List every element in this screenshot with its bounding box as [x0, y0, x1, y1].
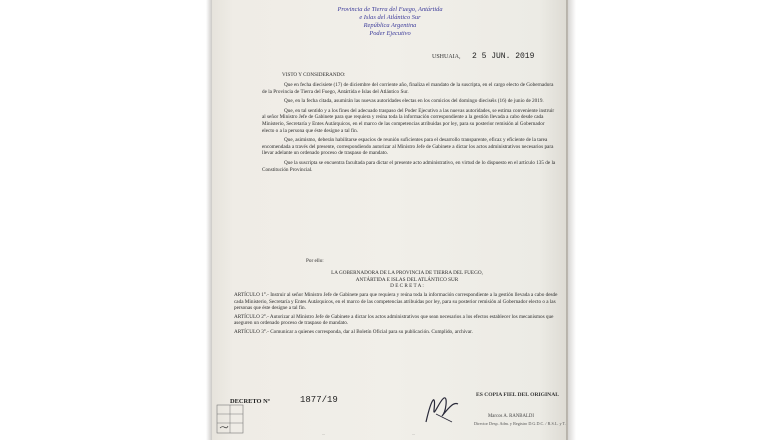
visto-label: VISTO Y CONSIDERANDO: — [282, 72, 346, 78]
stamp-name: Marcos A. RANBALDI — [488, 414, 534, 419]
footer-signature-1: ... — [322, 432, 325, 436]
por-ello — [306, 258, 506, 268]
decreta-label: D E C R E T A : — [390, 283, 424, 290]
letterhead-line-2: e Islas del Atlántico Sur — [359, 14, 421, 21]
initials-stamp-icon — [216, 404, 244, 434]
authority-line-1: LA GOBERNADORA DE LA PROVINCIA DE TIERRA DEL FUEGO, — [331, 270, 483, 276]
paragraph-4: Que, asimismo, deberán habilitarse espacios de reunión suficientes para el desarrollo transparente, eficaz y eficiente de la tarea encomendada a través del presente, correspondiendo autorizar al Ministro Jefe de Gabinete a dictar los actos administrativos necesarios para llevar adelante un ordenado proceso de traspaso de mandato. — [262, 137, 554, 157]
visto-heading — [282, 72, 552, 82]
date-stamp: 2 5 JUN. 2019 — [472, 52, 535, 61]
letterhead — [212, 6, 568, 38]
paragraph-3: Que, en tal sentido y a los fines del adecuado traspaso del Poder Ejecutivo a las nuevas autoridades, se estima conveniente instruir al señor Ministro Jefe de Gabinete para que requiera y reúna toda la información correspondiente a la gestión llevada a cabo desde cada Ministerio, Secretaría y Entes Autárquicos, en el marco de las competencias atribuidas por ley, para su posterior remisión al Gobernador electo o a la persona que éste designe a tal fin. — [262, 107, 555, 134]
paragraph-2: Que, en la fecha citada, asumirán las nuevas autoridades electas en los comicios del domingo dieciséis (16) de junio de 2019. — [284, 98, 544, 105]
copy-certification: ES COPIA FIEL DEL ORIGINAL — [476, 392, 559, 398]
article-3: ARTÍCULO 3°.- Comunicar a quienes corresponda, dar al Boletín Oficial para su publicación. Cumplido, archivar. — [234, 328, 473, 335]
stamp-role: Director Desp. Adm. y Registro D.G.D.C. / R.S.L. y T. — [474, 421, 566, 426]
letterhead-line-3: República Argentina — [363, 22, 417, 29]
article-2: ARTÍCULO 2°.- Autorizar al Ministro Jefe de Gabinete a dictar los actos administrativos que sean necesarios a los efectos establecer los mecanismos que aseguren un ordenado proceso de traspaso de mandato. — [234, 313, 554, 327]
right-background — [568, 0, 780, 440]
paragraph-1: Que en fecha diecisiete (17) de diciembre del corriente año, finaliza el mandato de la suscripta, en el cargo electo de Gobernadora de la Provincia de Tierra del Fuego, Antártida e Islas del Atlántico Sur. — [262, 82, 554, 95]
article-1: ARTÍCULO 1°.- Instruir al señor Ministro Jefe de Gabinete para que requiera y reúna toda la información correspondiente a la gestión llevada a cabo desde cada Ministerio, Secretaría y Entes Autárquicos, en el marco de las competencias atribuidas por ley, para su posterior remisión al Gobernador electo o a las personas que éste designe a tal fin. — [234, 292, 558, 312]
footer-signature-2: ... — [412, 432, 415, 436]
considerandos — [262, 82, 558, 176]
articles — [234, 292, 560, 336]
letterhead-line-4: Poder Ejecutivo — [369, 30, 411, 37]
decreto-label: DECRETO Nº — [230, 398, 270, 405]
authority-line-2: ANTÁRTIDA E ISLAS DEL ATLÁNTICO SUR — [355, 276, 459, 283]
left-background — [0, 0, 200, 440]
signature-icon — [422, 392, 462, 426]
paper-edge-right — [566, 0, 576, 440]
paragraph-5: Que la suscripta se encuentra facultada para dictar el presente acto administrativo, en virtud de lo dispuesto en el artículo 135 de la Constitución Provincial. — [262, 159, 556, 173]
authority-block — [252, 270, 562, 290]
por-ello-label: Por ello: — [306, 258, 324, 264]
document-page — [212, 0, 568, 440]
place: USHUAIA, — [432, 54, 461, 60]
letterhead-line-1: Provincia de Tierra del Fuego, Antártida — [337, 6, 443, 13]
decreto-number: 1877/19 — [300, 395, 338, 405]
